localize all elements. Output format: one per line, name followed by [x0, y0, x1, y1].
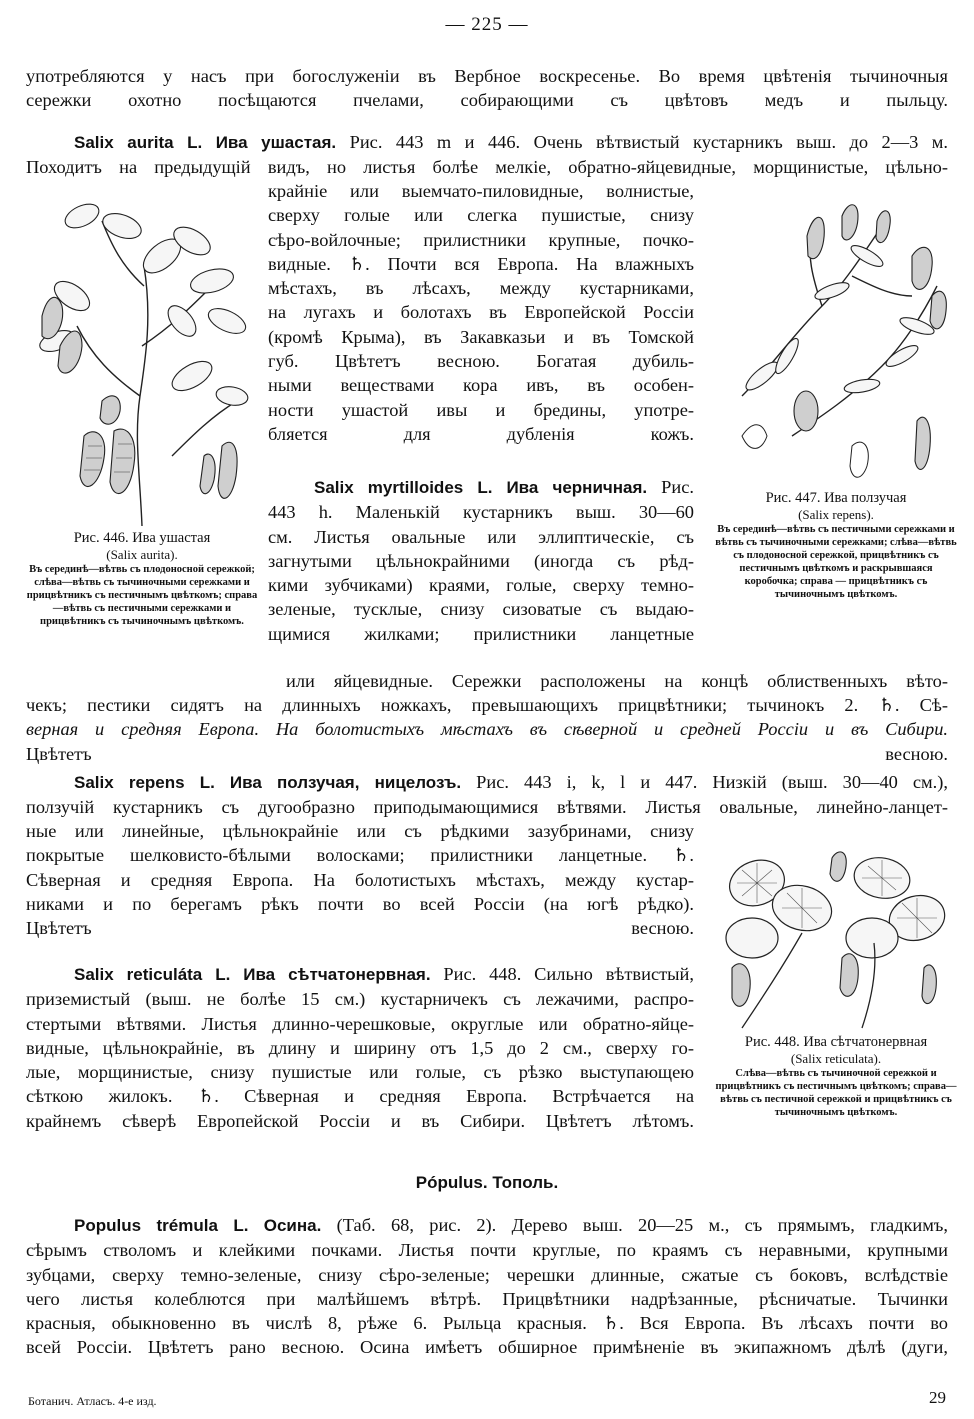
section-heading — [0, 1172, 974, 1194]
text-line: Сѣверная и средняя Европа. На болотистыхъ мѣстахъ, между кустар- — [26, 869, 694, 890]
aurita-column — [268, 179, 694, 446]
text-line: загнутыми цѣльнокрайними (иногда съ рѣд- — [268, 550, 694, 571]
signature-number: 29 — [929, 1388, 946, 1407]
text-line: (кромѣ Крыма), въ Закавказьи и въ Томской — [268, 326, 694, 347]
text-line: сережки охотно посѣщаются пчелами, собирающими съ цвѣтовъ медъ и пыльцу. — [26, 90, 948, 111]
species-name: Salix reticuláta L. — [74, 965, 231, 984]
page-number: — 225 — — [445, 14, 529, 35]
text-line: никами и по берегамъ рѣкъ почти во всей Россіи (на югѣ рѣдко). — [26, 893, 694, 914]
text-fragment: Рис. 448. Сильно вѣтвистый, — [443, 964, 694, 984]
text-line: крайнемъ сѣверѣ Европейской Россіи и въ Сибири. Цвѣтетъ лѣтомъ. — [26, 1110, 694, 1131]
text-line — [26, 962, 694, 987]
species-common-name: Осина. — [263, 1216, 322, 1235]
genus-latin: Pópulus. — [415, 1173, 488, 1192]
figure-446 — [22, 196, 262, 628]
aurita-paragraph — [26, 130, 948, 180]
text-line: ползучій кустарникъ съ дугообразно приподымающимися вѣтвями. Листья овальные, линейно-ланцет- — [26, 797, 948, 818]
myrtilloides-paragraph — [268, 475, 694, 646]
willow-repens-illustration — [712, 196, 960, 490]
text-line: красныя, обыкновенно въ числѣ 8, рѣже 6. Рыльца красныя. ♄. Вся Европа. Въ лѣсахъ почти во — [26, 1313, 948, 1334]
species-common-name: Ива сѣтчатонервная. — [243, 965, 431, 984]
figure-446-title: Рис. 446. Ива ушастая — [73, 530, 211, 546]
text-line: Цвѣтетъ весною. — [26, 743, 948, 764]
text-line: ности ушастой ивы и бредины, употре- — [268, 399, 694, 420]
text-line: зеленые, тусклые, снизу сизоватые съ выдаю- — [268, 599, 694, 620]
text-line: 443 h. Маленькій кустарникъ выш. 30—60 — [268, 502, 694, 523]
figure-448 — [712, 848, 960, 1119]
text-line: бляется для дубленія кожъ. — [268, 423, 694, 444]
species-name: Salix aurita L. — [74, 133, 203, 152]
text-line: лые, морщинистые, снизу пушистые или голые, съ рѣзко выступающею — [26, 1062, 694, 1083]
text-line: щимися жилками; прилистники ланцетные — [268, 623, 694, 644]
tremula-paragraph — [26, 1213, 948, 1360]
footer-source: Ботанич. Атласъ. 4-е изд. — [28, 1394, 157, 1408]
species-name: Populus trémula L. — [74, 1216, 249, 1235]
species-name: Salix repens L. — [74, 773, 215, 792]
text-line — [26, 130, 948, 155]
page-footer — [28, 1388, 946, 1409]
figure-446-description: Въ серединѣ—вѣтвь съ плодоносной сережкой; слѣва—вѣтвь съ тычиночными сережками и прицвѣтникъ съ пестичнымъ цвѣткомъ; справа—вѣтвь съ пестичными сережками и прицвѣтникъ съ тычиночнымъ цвѣткомъ. — [26, 564, 258, 627]
figure-447-latin: (Salix repens). — [798, 507, 874, 522]
text-line: видные, цѣльнокрайніе, въ длину и ширину отъ 1,5 до 2 см., сверху го- — [26, 1037, 694, 1058]
text-line: ными веществами кора ивъ, въ особен- — [268, 375, 694, 396]
text-line: см. Листья овальные или эллиптическіе, съ — [268, 526, 694, 547]
text-line: всей Россіи. Цвѣтетъ рано весною. Осина имѣетъ обширное примѣненіе въ экипажномъ дѣлѣ (дуги, — [26, 1337, 948, 1358]
text-line: кими зубчиками) краями, голые, сверху темно- — [268, 575, 694, 596]
text-fragment: (Таб. 68, рис. 2). Дерево выш. 20—25 м., съ прямымъ, гладкимъ, — [336, 1215, 948, 1235]
text-line: стертыми вѣтвями. Листья длинно-черешковые, округлые или обратно-яйце- — [26, 1013, 694, 1034]
text-line: чекъ; пестики сидятъ на длинныхъ ножкахъ, превышающихъ прицвѣтники; тычинокъ 2. ♄. Сѣ- — [26, 695, 948, 715]
reticulata-column — [26, 987, 694, 1133]
figure-447-description: Въ серединѣ—вѣтвь съ пестичными сережками и вѣтвь съ тычиночными сережками; слѣва—вѣтвь съ плодоносной сережкой, прицвѣтникъ съ пестичнымъ цвѣткомъ и раскрывшаяся коробочка; справа — прицвѣтникъ съ тычиночнымъ цвѣткомъ. — [715, 524, 957, 600]
text-fragment: Рис. 443 m и 446. Очень вѣтвистый кустарникъ выш. до 2—3 м. — [349, 132, 948, 152]
text-line: употребляются у насъ при богослуженіи въ Вербное воскресенье. Во время цвѣтенія тычиночныя — [26, 66, 948, 86]
myrtilloides-column — [268, 500, 694, 646]
text-line: крайніе или выемчато-пиловидные, волнистые, — [268, 181, 694, 201]
text-line: губ. Цвѣтетъ весною. Богатая дубиль- — [268, 351, 694, 372]
reticulata-paragraph — [26, 962, 694, 1133]
text-line: покрытые шелковисто-бѣлыми волосками; прилистники ланцетные. ♄. — [26, 845, 694, 866]
species-name: Salix myrtilloides L. — [314, 478, 493, 497]
willow-reticulata-illustration — [712, 848, 960, 1034]
repens-column — [26, 819, 694, 940]
text-fragment: Рис. 443 i, k, l и 447. Низкій (выш. 30—40 см.), — [476, 772, 948, 792]
text-line: чего листья колеблются при малѣйшемъ вѣтрѣ. Прицвѣтники надрѣзанные, рѣсничатые. Тычинки — [26, 1288, 948, 1309]
text-line — [26, 770, 948, 795]
text-line: на лугахъ и болотахъ въ Европейской Россіи — [268, 302, 694, 323]
text-line — [268, 475, 694, 500]
text-line: сѣткою жилокъ. ♄. Сѣверная и средняя Европа. Встрѣчается на — [26, 1086, 694, 1107]
text-line: сѣро-войлочные; прилистники крупные, почко- — [268, 229, 694, 250]
figure-448-description: Слѣва—вѣтвь съ тычиночной сережкой и прицвѣтникъ съ пестичнымъ цвѣткомъ; справа—вѣтвь съ пестичной сережкой и прицвѣтникъ съ тычиночнымъ цвѣткомъ. — [715, 1068, 957, 1118]
text-line: видные. ♄. Почти вся Европа. На влажныхъ — [268, 253, 694, 274]
myrtilloides-wide — [26, 693, 948, 766]
text-line: верная и средняя Европа. На болотистыхъ мѣстахъ въ сѣверной и средней Россіи и въ Сибири. — [26, 719, 948, 740]
figure-448-title: Рис. 448. Ива сѣтчатонервная — [744, 1034, 928, 1050]
figure-446-latin: (Salix aurita). — [106, 547, 178, 562]
figure-448-latin: (Salix reticulata). — [790, 1051, 882, 1066]
text-line: Цвѣтетъ весною. — [26, 918, 694, 939]
text-line: или яйцевидные. Сережки расположены на концѣ облиственныхъ вѣто- — [286, 671, 948, 691]
text-fragment: Рис. — [661, 477, 694, 497]
figure-447-title: Рис. 447. Ива ползучая — [765, 490, 907, 506]
genus-russian: Тополь. — [492, 1173, 559, 1192]
text-line: приземистый (выш. не болѣе 15 см.) кустарничекъ съ лежачими, распро- — [26, 989, 694, 1010]
willow-aurita-illustration — [22, 196, 262, 530]
tremula-lines — [26, 1238, 948, 1359]
text-line: ные или линейные, цѣльнокрайніе или съ рѣдкими зазубринами, снизу — [26, 821, 694, 841]
text-line: зубцами, сверху темно-зеленые, снизу сѣро-зеленые; черешки длинные, сжатые съ боковъ, вслѣдствіе — [26, 1264, 948, 1285]
myrtilloides-wide-start — [286, 669, 948, 693]
species-common-name: Ива ползучая, ницелозъ. — [229, 773, 462, 792]
repens-paragraph — [26, 770, 948, 820]
text-line: мѣстахъ, въ лѣсахъ, между кустарниками, — [268, 278, 694, 299]
text-line: сверху голые или слегка пушистые, снизу — [268, 205, 694, 226]
text-line: Походитъ на предыдущій видъ, но листья болѣе мелкіе, обратно-яйцевидные, морщинистые, цѣльно- — [26, 157, 948, 178]
text-line: сѣрымъ стволомъ и клейкими почками. Листья почти круглые, по краямъ съ неравными, крупными — [26, 1240, 948, 1261]
species-common-name: Ива ушастая. — [215, 133, 337, 152]
species-common-name: Ива черничная. — [506, 478, 648, 497]
intro-paragraph — [26, 64, 948, 113]
figure-447 — [712, 196, 960, 601]
text-line — [26, 1213, 948, 1238]
